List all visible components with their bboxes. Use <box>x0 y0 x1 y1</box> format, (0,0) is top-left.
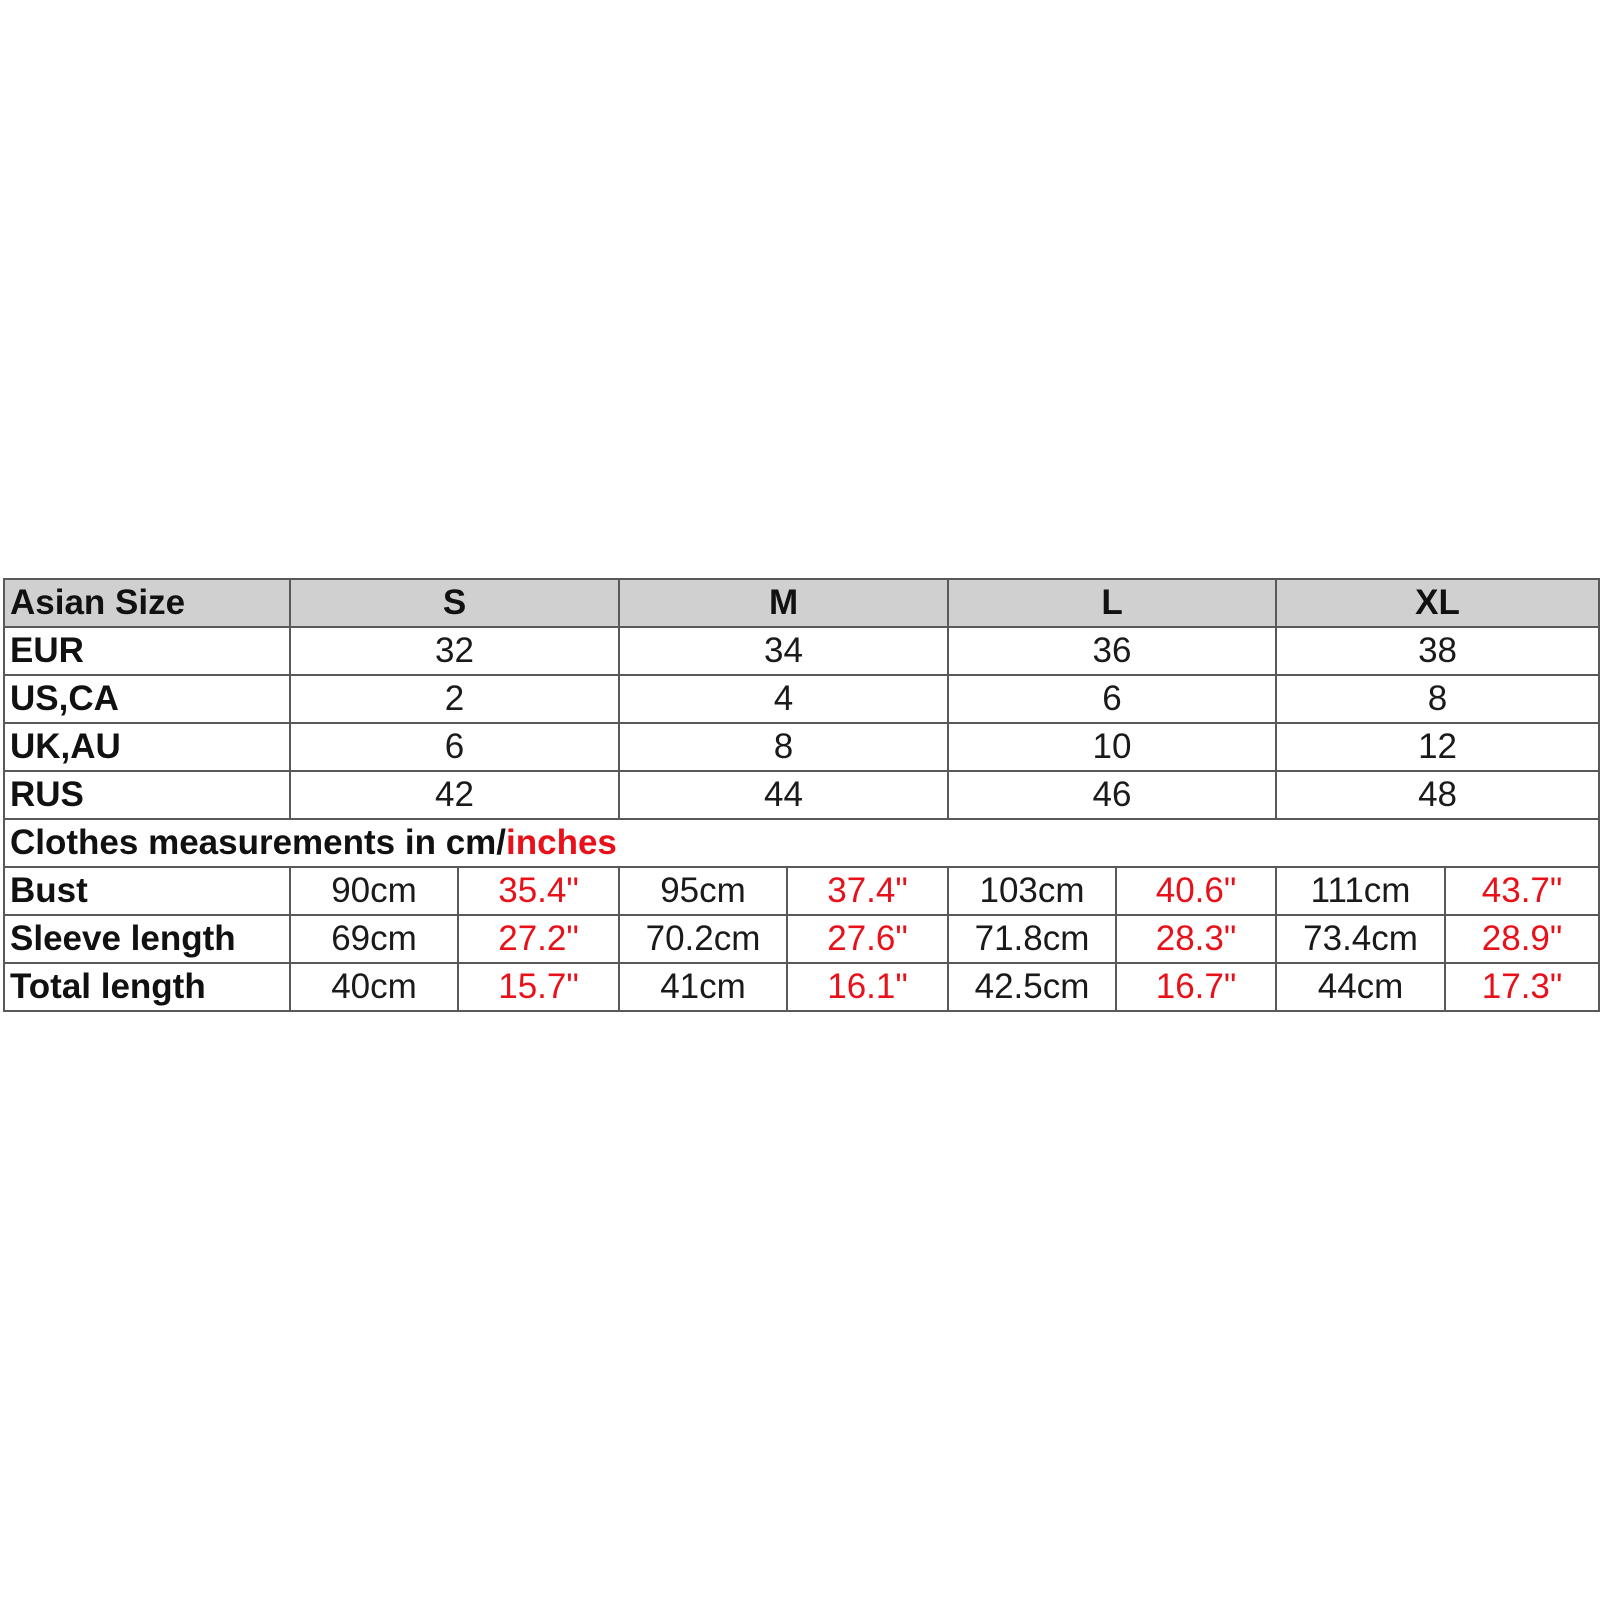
cm-cell: 69cm <box>290 915 458 963</box>
size-chart-table <box>3 578 1600 1012</box>
row-label: Sleeve length <box>4 915 290 963</box>
table-cell: 36 <box>948 627 1276 675</box>
header-row <box>4 579 1599 627</box>
section-title <box>4 819 1599 867</box>
conversion-row-rus <box>4 771 1599 819</box>
table-cell: 8 <box>619 723 948 771</box>
cm-cell: 44cm <box>1276 963 1445 1011</box>
cm-cell: 42.5cm <box>948 963 1116 1011</box>
table-cell: 48 <box>1276 771 1599 819</box>
inch-cell: 28.3" <box>1116 915 1276 963</box>
cm-cell: 70.2cm <box>619 915 787 963</box>
row-label: UK,AU <box>4 723 290 771</box>
inch-cell: 43.7" <box>1445 867 1599 915</box>
table-cell: 4 <box>619 675 948 723</box>
cm-cell: 73.4cm <box>1276 915 1445 963</box>
conversion-row-eur <box>4 627 1599 675</box>
table-cell: 34 <box>619 627 948 675</box>
table-cell: 2 <box>290 675 619 723</box>
cm-cell: 90cm <box>290 867 458 915</box>
size-xl-header: XL <box>1276 579 1599 627</box>
inch-cell: 40.6" <box>1116 867 1276 915</box>
cm-cell: 103cm <box>948 867 1116 915</box>
section-row <box>4 819 1599 867</box>
inch-cell: 27.2" <box>458 915 619 963</box>
row-label: Total length <box>4 963 290 1011</box>
row-label: RUS <box>4 771 290 819</box>
size-m-header: M <box>619 579 948 627</box>
table-cell: 42 <box>290 771 619 819</box>
table-cell: 6 <box>948 675 1276 723</box>
cm-cell: 41cm <box>619 963 787 1011</box>
table-cell: 8 <box>1276 675 1599 723</box>
section-title-highlight: inches <box>506 823 617 862</box>
inch-cell: 28.9" <box>1445 915 1599 963</box>
conversion-row-uk-au <box>4 723 1599 771</box>
inch-cell: 15.7" <box>458 963 619 1011</box>
inch-cell: 35.4" <box>458 867 619 915</box>
table-cell: 38 <box>1276 627 1599 675</box>
measurement-row-total-length <box>4 963 1599 1011</box>
inch-cell: 27.6" <box>787 915 948 963</box>
row-label: EUR <box>4 627 290 675</box>
table-cell: 46 <box>948 771 1276 819</box>
cm-cell: 71.8cm <box>948 915 1116 963</box>
size-l-header: L <box>948 579 1276 627</box>
inch-cell: 16.7" <box>1116 963 1276 1011</box>
cm-cell: 40cm <box>290 963 458 1011</box>
cm-cell: 95cm <box>619 867 787 915</box>
measurement-row-bust <box>4 867 1599 915</box>
table-cell: 32 <box>290 627 619 675</box>
table-cell: 12 <box>1276 723 1599 771</box>
table-cell: 10 <box>948 723 1276 771</box>
table-cell: 44 <box>619 771 948 819</box>
inch-cell: 17.3" <box>1445 963 1599 1011</box>
size-s-header: S <box>290 579 619 627</box>
conversion-row-us-ca <box>4 675 1599 723</box>
row-label: US,CA <box>4 675 290 723</box>
measurement-row-sleeve-length <box>4 915 1599 963</box>
cm-cell: 111cm <box>1276 867 1445 915</box>
header-label: Asian Size <box>4 579 290 627</box>
table-cell: 6 <box>290 723 619 771</box>
inch-cell: 16.1" <box>787 963 948 1011</box>
inch-cell: 37.4" <box>787 867 948 915</box>
section-title-prefix: Clothes measurements in cm/ <box>10 823 506 862</box>
row-label: Bust <box>4 867 290 915</box>
